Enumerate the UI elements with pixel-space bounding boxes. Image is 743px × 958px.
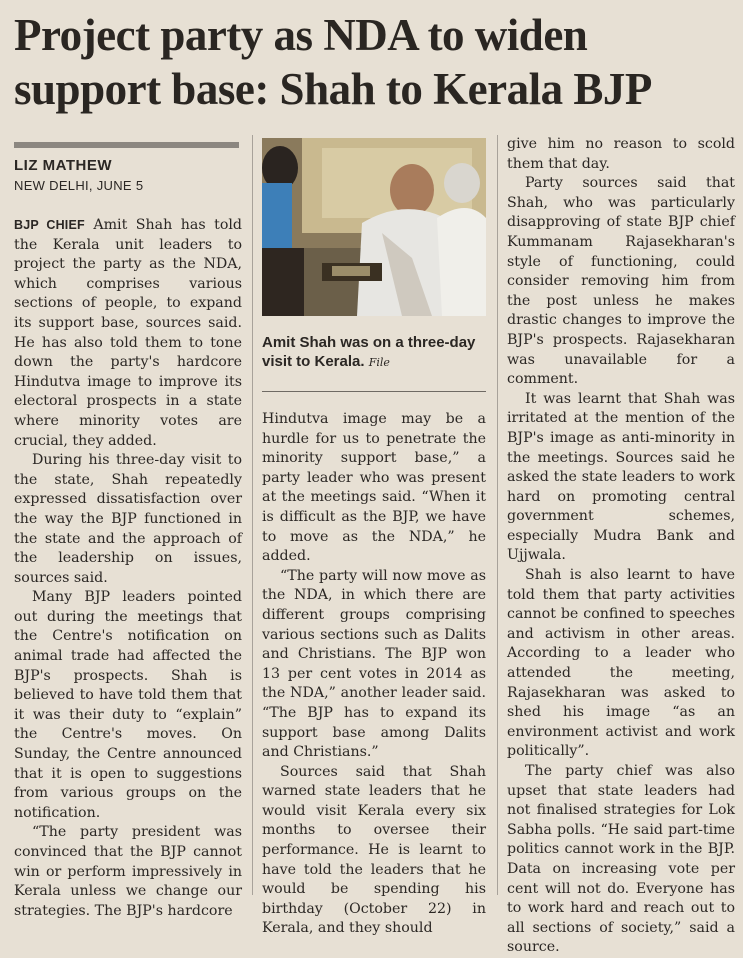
byline-rule	[14, 142, 239, 148]
photo-credit: File	[368, 356, 390, 369]
photo-caption	[262, 333, 486, 372]
paragraph: “The party will now move as the NDA, in which there are different groups comprising various sections such as Dalits and Christians. The BJP won 13 per cent votes in 2014 as the NDA,” another leader said. “The BJP has to expand its support base among Dalits and Christians.”	[262, 567, 486, 761]
caption-text: Amit Shah was on a three-day visit to Kerala.	[262, 334, 476, 370]
article-column-3	[507, 135, 735, 958]
paragraph: The party chief was also upset that state leaders had not finalised strategies for Lok Sabha polls. “He said part-time politics cannot work in the BJP. Data on increasing vote per cent will not do. Everyone has to work hard and reach out to all sections of society,” said a source.	[507, 763, 735, 956]
byline: LIZ MATHEW	[14, 157, 113, 174]
headline	[14, 8, 734, 116]
lead-in: BJP CHIEF	[14, 218, 85, 232]
column-divider	[252, 135, 253, 895]
paragraph: Party sources said that Shah, who was particularly disapproving of state BJP chief Kummanam Rajasekharan's style of functioning, could consider removing him from the post unless he makes drastic changes to improve the BJP's prospects. Rajasekharan was unavailable for a comment.	[507, 175, 735, 388]
paragraph: Many BJP leaders pointed out during the meetings that the Centre's notification on animal trade had affected the BJP's prospects. Shah is believed to have told them that it was their duty to “explain” the Centre's moves. On Sunday, the Centre announced that it is open to suggestions from various groups on the notification.	[14, 589, 242, 821]
paragraph: During his three-day visit to the state, Shah repeatedly expressed dissatisfaction over the way the BJP functioned in the state and the approach of the leadership on issues, sources said.	[14, 452, 242, 586]
paragraph: Sources said that Shah warned state leaders that he would visit Kerala every six months to oversee their performance. He is learnt to have told the leaders that he would be spending his birthday (October 22) in Kerala, and they should	[262, 763, 486, 937]
paragraph: give him no reason to scold them that day.	[507, 136, 735, 172]
paragraph: Shah is also learnt to have told them that party activities cannot be confined to speeches and activism in other areas. According to a leader who attended the meeting, Rajasekharan was asked to shed his image “as an environment activist and work politically”.	[507, 567, 735, 760]
paragraph: It was learnt that Shah was irritated at the mention of the BJP's image as anti-minority in the meetings. Sources said he asked the state leaders to work hard on promoting central government schemes, especially Mudra Bank and Ujjwala.	[507, 390, 735, 564]
paragraph: “The party president was convinced that the BJP cannot win or perform impressively in Kerala unless we change our strategies. The BJP's hardcore	[14, 824, 242, 919]
paragraph-text: Amit Shah has told the Kerala unit leaders to project the party as the NDA, which comprises various sections of people, to expand its support base, sources said. He has also told them to tone down the party's hardcore Hindutva image to improve its electoral prospects in a state where minority votes are crucial, they added.	[14, 217, 242, 449]
column-divider	[497, 135, 498, 895]
paragraph: Hindutva image may be a hurdle for us to penetrate the minority support base,” a party leader who was present at the meetings said. “When it is difficult as the BJP, we have to move as the NDA,” he added.	[262, 411, 486, 565]
photo-illustration	[262, 138, 486, 316]
news-photo	[262, 138, 486, 316]
caption-rule	[262, 391, 486, 392]
dateline: NEW DELHI, JUNE 5	[14, 178, 144, 193]
headline-line-1: Project party as NDA to widen	[14, 10, 588, 60]
article-column-1	[14, 216, 242, 921]
headline-line-2: support base: Shah to Kerala BJP	[14, 64, 652, 114]
article-column-2	[262, 410, 486, 939]
paragraph	[14, 216, 242, 451]
